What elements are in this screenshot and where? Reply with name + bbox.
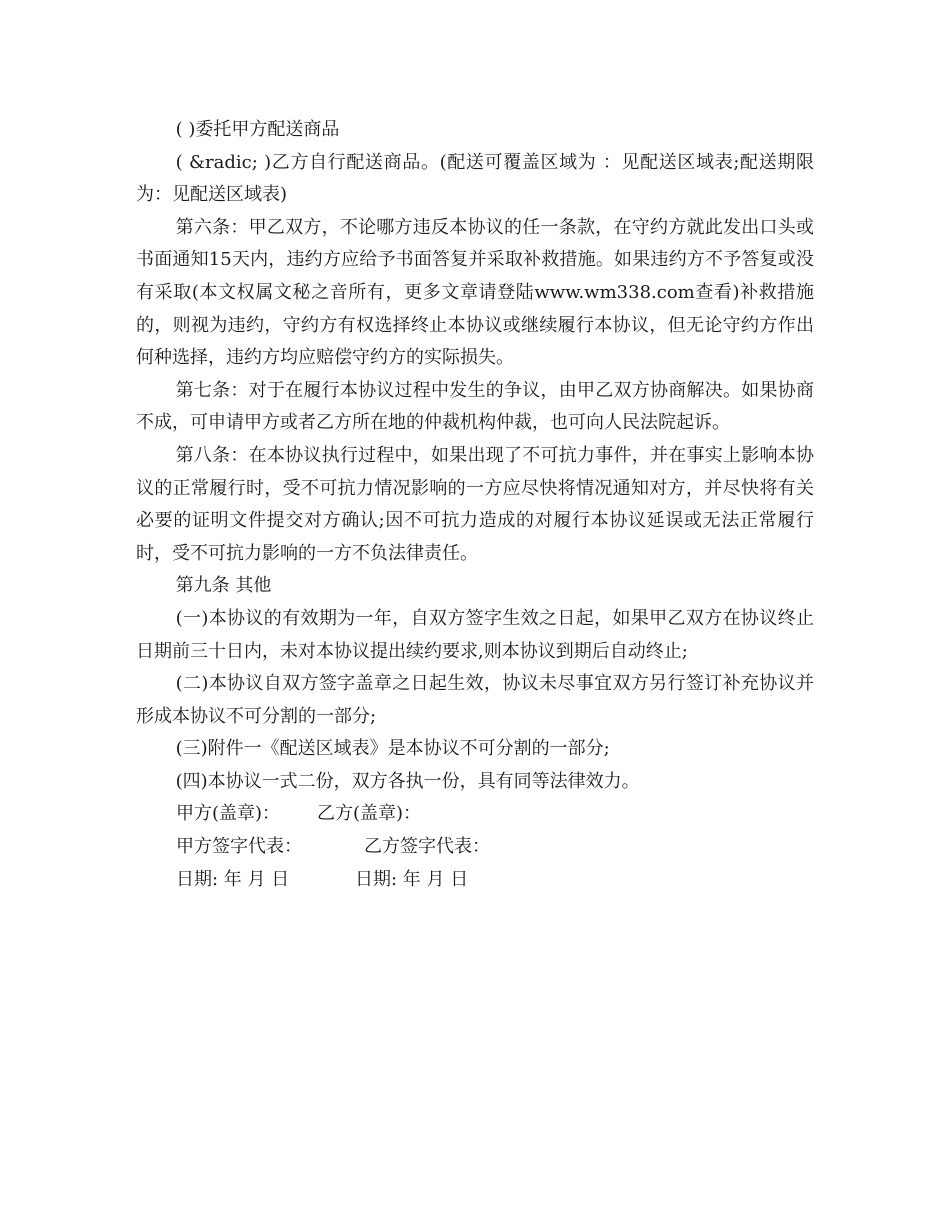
signature-rep-row (136, 831, 814, 864)
paragraph-article-7: 第七条：对于在履行本协议过程中发生的争议，由甲乙双方协商解决。如果协商不成，可申请甲方或者乙方所在地的仲裁机构仲裁，也可向人民法院起诉。 (136, 379, 814, 434)
paragraph-article-9-item-1: (一)本协议的有效期为一年，自双方签字生效之日起，如果甲乙双方在协议终止日期前三十日内，未对本协议提出续约要求,则本协议到期后自动终止; (136, 607, 814, 662)
paragraph-article-9-item-2: (二)本协议自双方签字盖章之日起生效，协议未尽事宜双方另行签订补充协议并形成本协议不可分割的一部分; (136, 673, 814, 727)
paragraph-article-8: 第八条：在本协议执行过程中，如果出现了不可抗力事件，并在事实上影响本协议的正常履行时，受不可抗力情况影响的一方应尽快将情况通知对方，并尽快将有关必要的证明文件提交对方确认;因不可抗力造成的对履行本协议延误或无法正常履行时，受不可抗力影响的一方不负法律责任。 (136, 444, 814, 564)
paragraph-delivery-option-b: ( &radic; )乙方自行配送商品。(配送可覆盖区域为 ：见配送区域表;配送期限为：见配送区域表) (136, 151, 814, 206)
paragraph-article-9-item-4: (四)本协议一式二份，双方各执一份，具有同等法律效力。 (175, 770, 640, 792)
party-a-seal-label: 甲方(盖章)： (176, 803, 281, 825)
party-b-date-label: 日期: 年 月 日 (355, 868, 469, 890)
party-b-seal-label: 乙方(盖章)： (317, 803, 422, 825)
paragraph-article-9-heading: 第九条 其他 (175, 575, 272, 597)
party-a-rep-label: 甲方签字代表： (176, 836, 302, 858)
paragraph-article-6: 第六条：甲乙双方，不论哪方违反本协议的任一条款，在守约方就此发出口头或书面通知15天内，违约方应给予书面答复并采取补救措施。如果违约方不予答复或没有采取(本文权属文秘之音所有，更多文章请登陆www.wm338.com查看)补救措施的，则视为违约，守约方有权选择终止本协议或继续履行本协议，但无论守约方作出何种选择，违约方均应赔偿守约方的实际损失。 (136, 216, 814, 369)
signature-date-row (136, 864, 814, 897)
paragraph-delivery-option-a: ( )委托甲方配送商品 (175, 119, 340, 140)
paragraph-article-9-item-3: (三)附件一《配送区域表》是本协议不可分割的一部分; (175, 738, 610, 760)
party-a-date-label: 日期: 年 月 日 (176, 868, 290, 890)
agreement-body (136, 114, 814, 896)
party-b-rep-label: 乙方签字代表： (364, 836, 490, 858)
signature-seal-row (136, 798, 814, 831)
